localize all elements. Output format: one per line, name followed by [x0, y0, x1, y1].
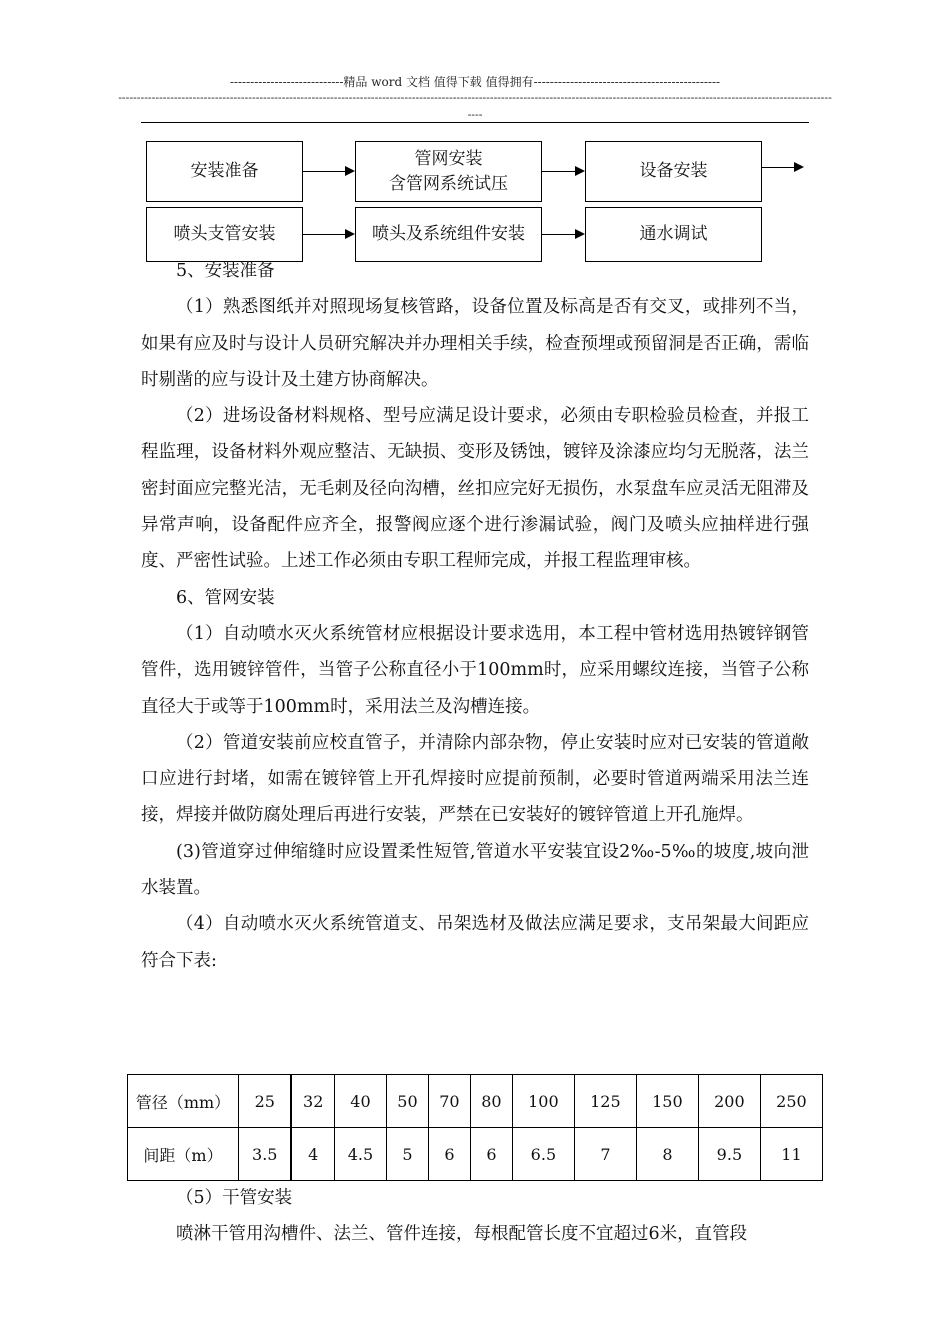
table-cell: 100	[512, 1075, 574, 1128]
section-7-heading: （5）干管安装	[176, 1188, 293, 1208]
body-text-block-2	[141, 1180, 809, 1253]
table-cell: 7	[574, 1128, 636, 1181]
table-cell: 6	[428, 1128, 470, 1181]
table-cell: 125	[574, 1075, 636, 1128]
table-cell: 5	[386, 1128, 428, 1181]
table-row-diameter	[128, 1075, 823, 1128]
flow-label-sprinkler-branch: 喷头支管安装	[173, 224, 276, 244]
section-6-para-1: （1）自动喷水灭火系统管材应根据设计要求选用，本工程中管材选用热镀锌钢管管件，选用镀锌管件，当管子公称直径小于100mm时，应采用螺纹连接，当管子公称直径大于或等于100mm时，采用法兰及沟槽连接。	[141, 623, 809, 717]
flow-arrow-4	[303, 234, 353, 235]
table-cell: 150	[636, 1075, 698, 1128]
table-cell: 6.5	[512, 1128, 574, 1181]
table-row-spacing	[128, 1128, 823, 1181]
table-cell: 80	[470, 1075, 512, 1128]
section-5-heading: 5、安装准备	[176, 261, 275, 281]
table-cell: 32	[291, 1075, 334, 1128]
table-cell: 11	[760, 1128, 822, 1181]
flow-arrow-2	[542, 171, 583, 172]
table-cell: 4	[291, 1128, 334, 1181]
header-line-2: ------------------------------------------------------------------------------------------------------------------------------------------------------------------------------------------------	[118, 91, 832, 104]
support-spacing-table	[127, 1074, 823, 1181]
table-cell: 4.5	[334, 1128, 386, 1181]
section-6-para-2: （2）管道安装前应校直管子，并清除内部杂物，停止安装时应对已安装的管道敞口应进行封堵，如需在镀锌管上开孔焊接时应提前预制，必要时管道两端采用法兰连接，焊接并做防腐处理后再进行安装，严禁在已安装好的镀锌管道上开孔施焊。	[141, 732, 809, 826]
flow-label-pressure-test: 含管网系统试压	[389, 173, 508, 194]
flow-label-pipe-network: 管网安装	[414, 148, 483, 169]
section-5-para-1: （1）熟悉图纸并对照现场复核管路，设备位置及标高是否有交叉，或排列不当，如果有应及时与设计人员研究解决并办理相关手续，检查预埋或预留洞是否正确，需临时剔凿的应与设计及土建方协商解决。	[141, 297, 809, 390]
section-6-para-4: （4）自动喷水灭火系统管道支、吊架选材及做法应满足要求，支吊架最大间距应符合下表:	[141, 914, 809, 971]
table-cell: 6	[470, 1128, 512, 1181]
flow-arrow-3	[762, 167, 802, 168]
flow-label-sprinkler-components: 喷头及系统组件安装	[372, 224, 525, 244]
section-6-para-3: (3)管道穿过伸缩缝时应设置柔性短管,管道水平安装宜设2‰-5‰的坡度,坡向泄水装置。	[141, 841, 809, 899]
flow-label-install-prep: 安装准备	[190, 161, 259, 181]
flow-arrow-1	[303, 171, 353, 172]
flow-label-water-test: 通水调试	[639, 224, 708, 244]
header-line-1: ----------------------------精品 word 文档 值得下载 值得拥有----------------------------------------------	[229, 75, 721, 89]
body-text-block-1	[141, 253, 809, 979]
section-6-heading: 6、管网安装	[176, 587, 275, 608]
flow-label-equipment: 设备安装	[639, 161, 708, 181]
table-cell: 40	[334, 1075, 386, 1128]
flow-box-equipment	[585, 141, 762, 202]
header-line-3: ----	[467, 108, 483, 121]
table-cell: 9.5	[698, 1128, 760, 1181]
flow-box-install-prep	[146, 141, 303, 202]
table-cell: 3.5	[239, 1128, 292, 1181]
table-cell: 200	[698, 1075, 760, 1128]
table-row-label: 管径（mm）	[128, 1075, 239, 1128]
section-7-para-1: 喷淋干管用沟槽件、法兰、管件连接，每根配管长度不宜超过6米，直管段	[176, 1224, 748, 1245]
section-5-para-2: （2）进场设备材料规格、型号应满足设计要求，必须由专职检验员检查，并报工程监理，设备材料外观应整洁、无缺损、变形及锈蚀，镀锌及涂漆应均匀无脱落，法兰密封面应完整光洁，无毛刺及径向沟槽，丝扣应完好无损伤，水泵盘车应灵活无阻滞及异常声响，设备配件应齐全，报警阀应逐个进行渗漏试验，阀门及喷头应抽样进行强度、严密性试验。上述工作必须由专职工程师完成，并报工程监理审核。	[141, 406, 809, 572]
table-cell: 70	[428, 1075, 470, 1128]
table-cell: 250	[760, 1075, 822, 1128]
table-cell: 8	[636, 1128, 698, 1181]
table-cell: 50	[386, 1075, 428, 1128]
flow-box-pipe-network	[355, 141, 542, 202]
table-row-label: 间距（m）	[128, 1128, 239, 1181]
header-rule	[141, 122, 809, 123]
flow-arrow-5	[542, 234, 583, 235]
table-cell: 25	[239, 1075, 292, 1128]
